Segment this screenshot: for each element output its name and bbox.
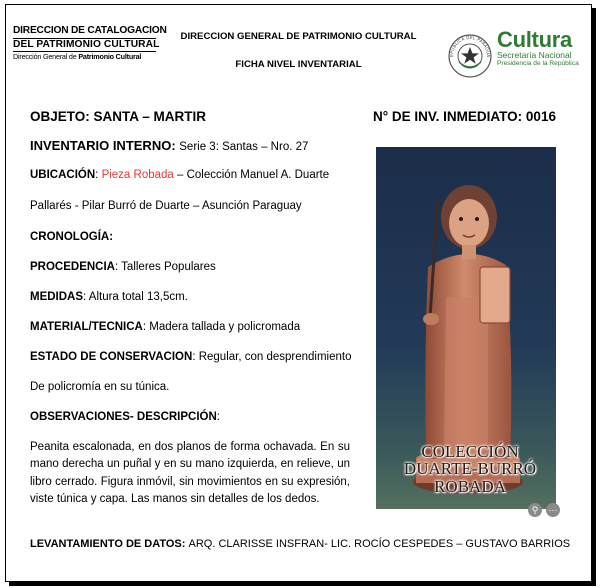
object-field	[30, 109, 206, 124]
inventory-number-value: 0016	[525, 109, 556, 124]
condition-continuation: De policromía en su túnica.	[30, 381, 170, 393]
location-field	[30, 169, 329, 181]
brand-subtitle: Secretaría Nacional	[497, 50, 572, 60]
national-seal-icon	[446, 32, 494, 78]
inventory-number-label: N° DE INV. INMEDIATO:	[373, 109, 526, 124]
measures-label: MEDIDAS	[30, 291, 84, 303]
origin-label: PROCEDENCIA	[30, 261, 115, 273]
search-icon[interactable]: ⚲	[528, 503, 542, 517]
survey-label: LEVANTAMIENTO DE DATOS:	[30, 538, 189, 550]
chronology-field	[30, 231, 113, 243]
stamp-line2: DUARTE-BURRÓ	[403, 459, 537, 479]
location-label: UBICACIÓN	[30, 169, 96, 181]
location-separator: :	[95, 169, 102, 181]
survey-credits	[30, 538, 570, 550]
department-line3	[13, 53, 158, 61]
internal-inventory-label: INVENTARIO INTERNO:	[30, 138, 180, 153]
brand-presidency: Presidencia de la República	[497, 59, 579, 67]
measures-value: : Altura total 13,5cm.	[83, 291, 188, 303]
material-field	[30, 321, 300, 333]
condition-field	[30, 351, 352, 363]
cultura-logo	[497, 29, 579, 67]
condition-value: : Regular, con desprendimiento	[192, 351, 352, 363]
seal-text: EPÚBLICA DEL PARAGUA	[448, 34, 492, 58]
observations-label: OBSERVACIONES- DESCRIPCIÓN	[30, 411, 217, 423]
object-label: OBJETO:	[30, 109, 94, 124]
stamp-line3: ROBADA	[434, 476, 506, 496]
observations-field	[30, 411, 220, 423]
material-label: MATERIAL/TECNICA	[30, 321, 143, 333]
collection-stamp	[390, 443, 550, 495]
measures-field	[30, 291, 188, 303]
more-icon[interactable]: ⋯	[546, 503, 560, 517]
department-block	[13, 25, 167, 62]
department-line2: DEL PATRIMONIO CULTURAL	[13, 38, 160, 50]
survey-value: ARQ. CLARISSE INSFRAN- LIC. ROCÍO CESPEDES – GUSTAVO BARRIOS	[188, 538, 571, 550]
inventory-sheet	[5, 4, 592, 582]
internal-inventory-field	[30, 138, 308, 153]
material-value: : Madera tallada y policromada	[142, 321, 301, 333]
description-text: Peanita escalonada, en dos planos de forma ochavada. En su mano derecha un puñal y en su mano izquierda, en relieve, un libro cerrado. Figura inmóvil, sin movimientos en su expresión, viste túnica y capa. Las manos sin detalles de los dedos.	[30, 441, 350, 505]
condition-label: ESTADO DE CONSERVACION	[30, 351, 193, 363]
department-line1: DIRECCION DE CATALOGACION	[13, 25, 167, 36]
header-subtitle: FICHA NIVEL INVENTARIAL	[235, 59, 362, 70]
inventory-number-field	[373, 109, 556, 124]
internal-inventory-value: Serie 3: Santas – Nro. 27	[179, 141, 309, 153]
chronology-label: CRONOLOGÍA:	[30, 231, 114, 243]
origin-field	[30, 261, 216, 273]
brand-name: Cultura	[497, 27, 572, 52]
stamp-line1: COLECCIÓN	[421, 442, 519, 461]
location-continuation: Pallarés - Pilar Burró de Duarte – Asunción Paraguay	[30, 200, 302, 212]
stolen-status: Pieza Robada	[101, 169, 174, 181]
department-line3-b: Patrimonio Cultural	[78, 52, 142, 62]
origin-value: : Talleres Populares	[114, 261, 216, 273]
header-title: DIRECCION GENERAL DE PATRIMONIO CULTURAL	[180, 31, 417, 42]
object-value: SANTA – MARTIR	[93, 109, 207, 124]
location-value: – Colección Manuel A. Duarte	[173, 169, 330, 181]
department-line3-a: Dirección General de	[13, 52, 79, 62]
observations-separator: :	[216, 411, 220, 423]
